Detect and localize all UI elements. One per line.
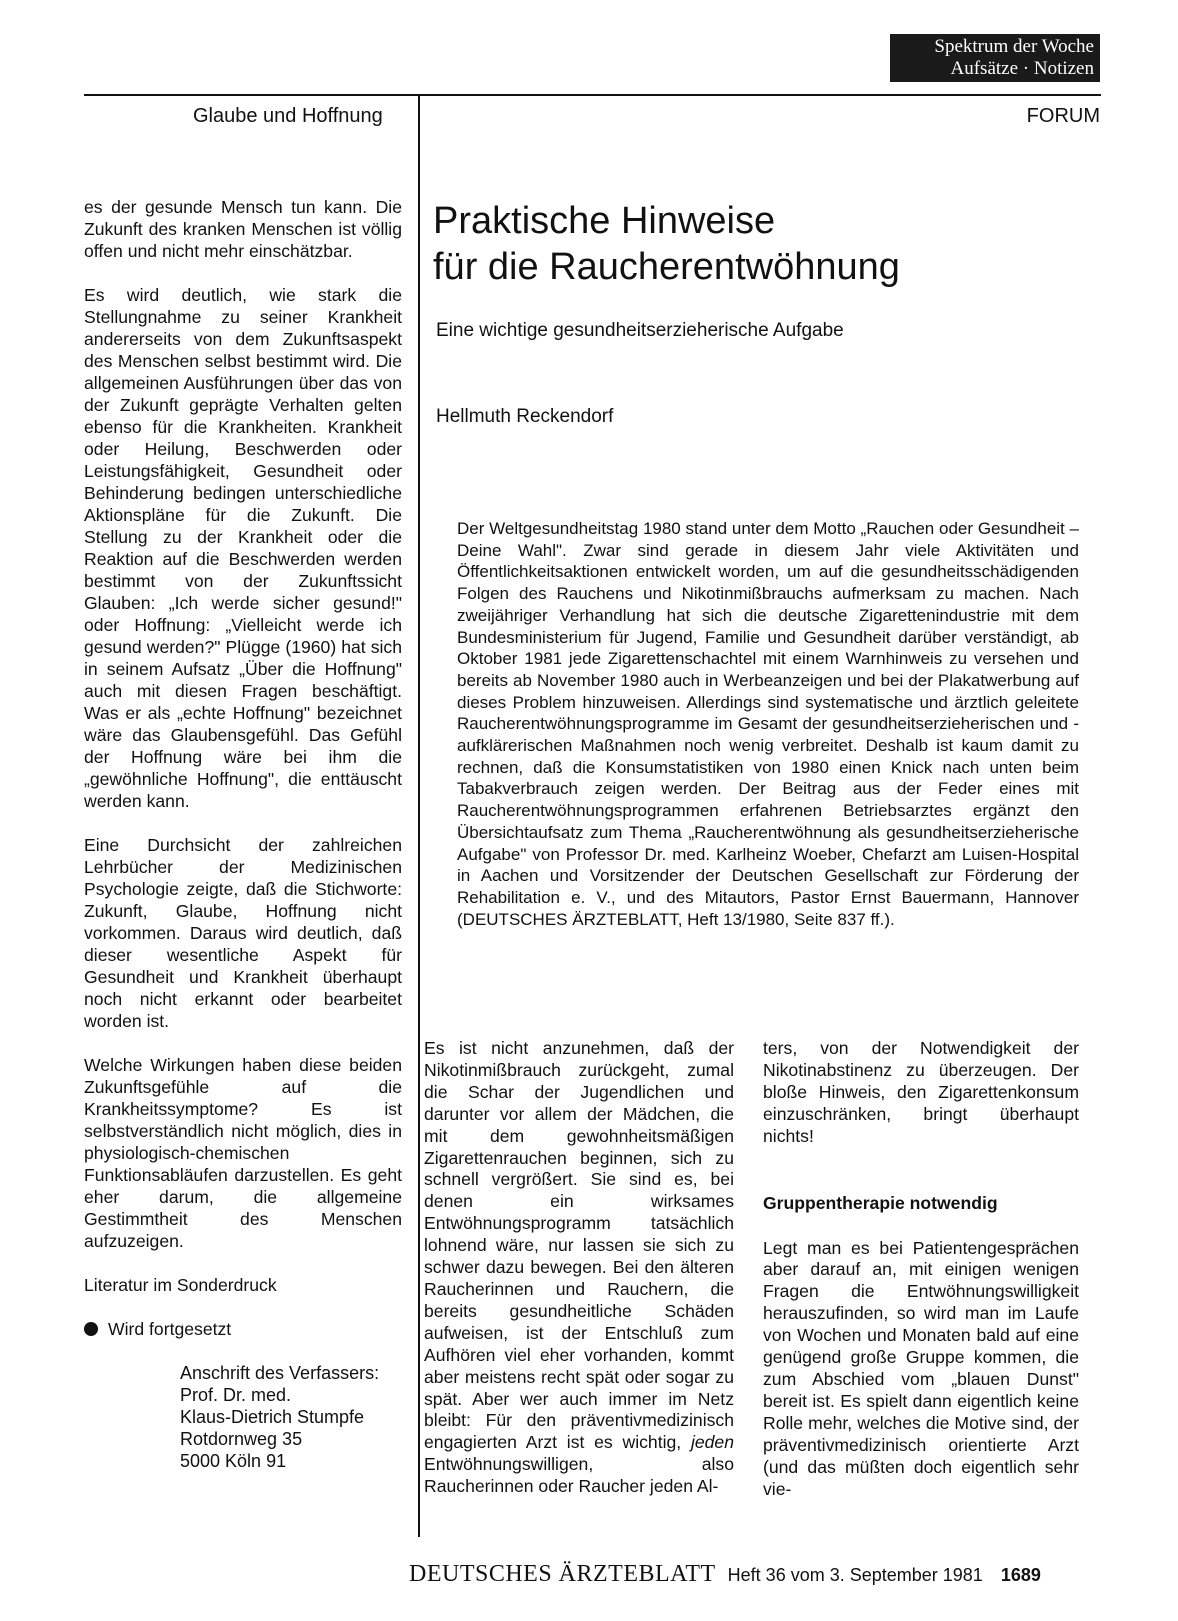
continued-text: Wird fortgesetzt [108,1319,232,1339]
middle-column [424,1038,734,1498]
section-title-left: Glaube und Hoffnung [193,105,383,127]
right-column [763,1038,1079,1500]
article-title [433,198,1113,290]
address-label: Anschrift des Verfassers: [180,1363,380,1383]
badge-line-1: Spektrum der Woche [934,36,1094,57]
right-paragraph-2: Legt man es bei Patientengesprächen aber darauf an, mit einigen wenigen Fragen die Entwöhnungswilligkeit herauszufinden, so wird man im Laufe von Wochen und Monaten bald auf eine genügend große Gruppe kommen, die zum Abschied vom „blauen Dunst" bereit ist. Es spielt dann eigentlich keine Rolle mehr, welches die Motive sind, der präventivmedizinisch orientierte Arzt (und das müßten doch eigentlich sehr vie- [763,1237,1079,1499]
left-paragraph-2: Es wird deutlich, wie stark die Stellungnahme zu seiner Krankheit andererseits von dem Zukunftsaspekt des Menschen selbst bestimmt wird. Die allgemeinen Ausführungen über das von der Zukunft geprägte Verhalten gelten ebenso für die Krankheiten. Krankheit oder Heilung, Beschwerden oder Leistungsfähigkeit, Gesundheit oder Behinderung bedingen unterschiedliche Aktionspläne für die Zukunft. Die Stellung zu der Krankheit oder die Reaktion auf die Beschwerden werden bestimmt von der Zukunftssicht Glauben: „Ich werde sicher gesund!" oder Hoffnung: „Vielleicht werde ich gesund werden?" Plügge (1960) hat sich in seinem Aufsatz „Über die Hoffnung" auch mit diesen Fragen beschäftigt. Was er als „echte Hoffnung" bezeichnet wäre das Glaubensgefühl. Das Gefühl der Hoffnung wäre bei ihm die „gewöhnliche Hoffnung", die enttäuscht werden kann. [84,285,402,811]
page-number: 1689 [1000,1565,1041,1585]
article-abstract: Der Weltgesundheitstag 1980 stand unter dem Motto „Rauchen oder Gesundheit – Deine Wahl". Zwar sind gerade in diesem Jahr viele Aktivitäten und Öffentlichkeitsaktionen entwickelt worden, um auf die gesundheitsschädigenden Folgen des Rauchens und Nikotinmißbrauchs aufmerksam zu machen. Nach zweijähriger Verhandlung hat sich die deutsche Zigarettenindustrie mit dem Bundesministerium für Jugend, Familie und Gesundheit darüber verständigt, ab Oktober 1981 jede Zigarettenschachtel mit einem Warnhinweis zu versehen und bereits ab November 1980 auch in Werbeanzeigen und bei der Plakatwerbung auf dieses Problem hinzuweisen. Allerdings sind systematische und ärztlich geleitete Raucherentwöhnungsprogramme im Gesamt der gesundheitserzieherischen und -aufklärerischen Maßnahmen noch wenig verbreitet. Deshalb ist kaum damit zu rechnen, daß die Konsumstatistiken von 1980 einen Knick nach unten beim Tabakverbrauch zeigen werden. Der Beitrag aus der Feder eines mit Raucherentwöhnungsprogrammen erfahrenen Betriebsarztes ergänzt den Übersichtaufsatz zum Thema „Raucherentwöhnung als gesundheitserzieherische Aufgabe" von Professor Dr. med. Karlheinz Woeber, Chefarzt am Luisen-Hospital in Aachen und Vorsitzender der Deutschen Gesellschaft zur Förderung der Rehabilitation e. V., und des Mitautors, Pastor Ernst Bauermann, Hannover (DEUTSCHES ÄRZTEBLATT, Heft 13/1980, Seite 837 ff.). [457,519,1079,929]
literature-note: Literatur im Sonderdruck [84,1275,277,1295]
header-rule-left [84,94,418,96]
address-title: Prof. Dr. med. [180,1385,292,1405]
article-subtitle: Eine wichtige gesundheitserzieherische Aufgabe [436,320,844,341]
journal-name: DEUTSCHES ÄRZTEBLATT [409,1561,716,1587]
bullet-dot-icon [84,1322,98,1336]
column-divider [418,94,420,1537]
page-footer [409,1561,1041,1588]
left-paragraph-1: es der gesunde Mensch tun kann. Die Zukunft des kranken Menschen ist völlig offen und nicht mehr einschätzbar. [84,197,402,261]
left-column [84,196,402,1472]
middle-text-end: Entwöhnungswilligen, also Raucherinnen oder Raucher jeden Al- [424,1454,734,1497]
right-paragraph-1: ters, von der Notwendigkeit der Nikotinabstinenz zu überzeugen. Der bloße Hinweis, den Zigarettenkonsum einzuschränken, bringt überhaupt nichts! [763,1038,1079,1146]
address-city: 5000 Köln 91 [180,1451,287,1471]
header-rule-right [418,94,1101,96]
article-title-line-2: für die Raucherentwöhnung [433,246,900,288]
middle-text-start: Es ist nicht anzunehmen, daß der Nikotinmißbrauch zurückgeht, zumal die Schar der Jugendlichen und darunter vor allem der Mädchen, die mit dem gewohnheitsmäßigen Zigarettenrauchen beginnen, sich zu schnell vergrößert. Sie sind es, bei denen ein wirksames Entwöhnungsprogramm tatsächlich lohnend wäre, nur lassen sie sich zu schwer dazu bewegen. Bei den älteren Raucherinnen und Rauchern, die bereits gesundheitliche Schäden aufweisen, ist der Entschluß zum Aufhören viel eher vorhanden, kommt aber meistens recht spät oder sogar zu spät. Aber wer auch immer im Netz bleibt: Für den präventivmedizinisch engagierten Arzt ist es wichtig, [424,1038,734,1453]
left-paragraph-3: Eine Durchsicht der zahlreichen Lehrbücher der Medizinischen Psychologie zeigte, daß die Stichworte: Zukunft, Glaube, Hoffnung nicht vorkommen. Daraus wird deutlich, daß dieser wesentliche Aspekt für Gesundheit und Krankheit überhaupt noch nicht erkannt oder bearbeitet worden ist. [84,835,402,1031]
continued-note [84,1318,402,1340]
middle-text-italic: jeden [690,1432,734,1453]
article-title-line-1: Praktische Hinweise [433,200,776,242]
section-badge [890,34,1100,82]
address-name: Klaus-Dietrich Stumpfe [180,1407,365,1427]
address-street: Rotdornweg 35 [180,1429,303,1449]
article-author: Hellmuth Reckendorf [436,406,614,427]
section-title-right: FORUM [1026,105,1100,127]
left-paragraph-4: Welche Wirkungen haben diese beiden Zukunftsgefühle auf die Krankheitssymptome? Es ist selbstverständlich nicht möglich, dies in physiologisch-chemischen Funktionsabläufen darzustellen. Es geht eher darum, die allgemeine Gestimmtheit des Menschen aufzuzeigen. [84,1055,402,1251]
issue-info: Heft 36 vom 3. September 1981 [727,1565,983,1585]
author-address [180,1362,402,1472]
badge-line-2: Aufsätze · Notizen [950,58,1094,79]
right-subheading: Gruppentherapie notwendig [763,1192,998,1213]
